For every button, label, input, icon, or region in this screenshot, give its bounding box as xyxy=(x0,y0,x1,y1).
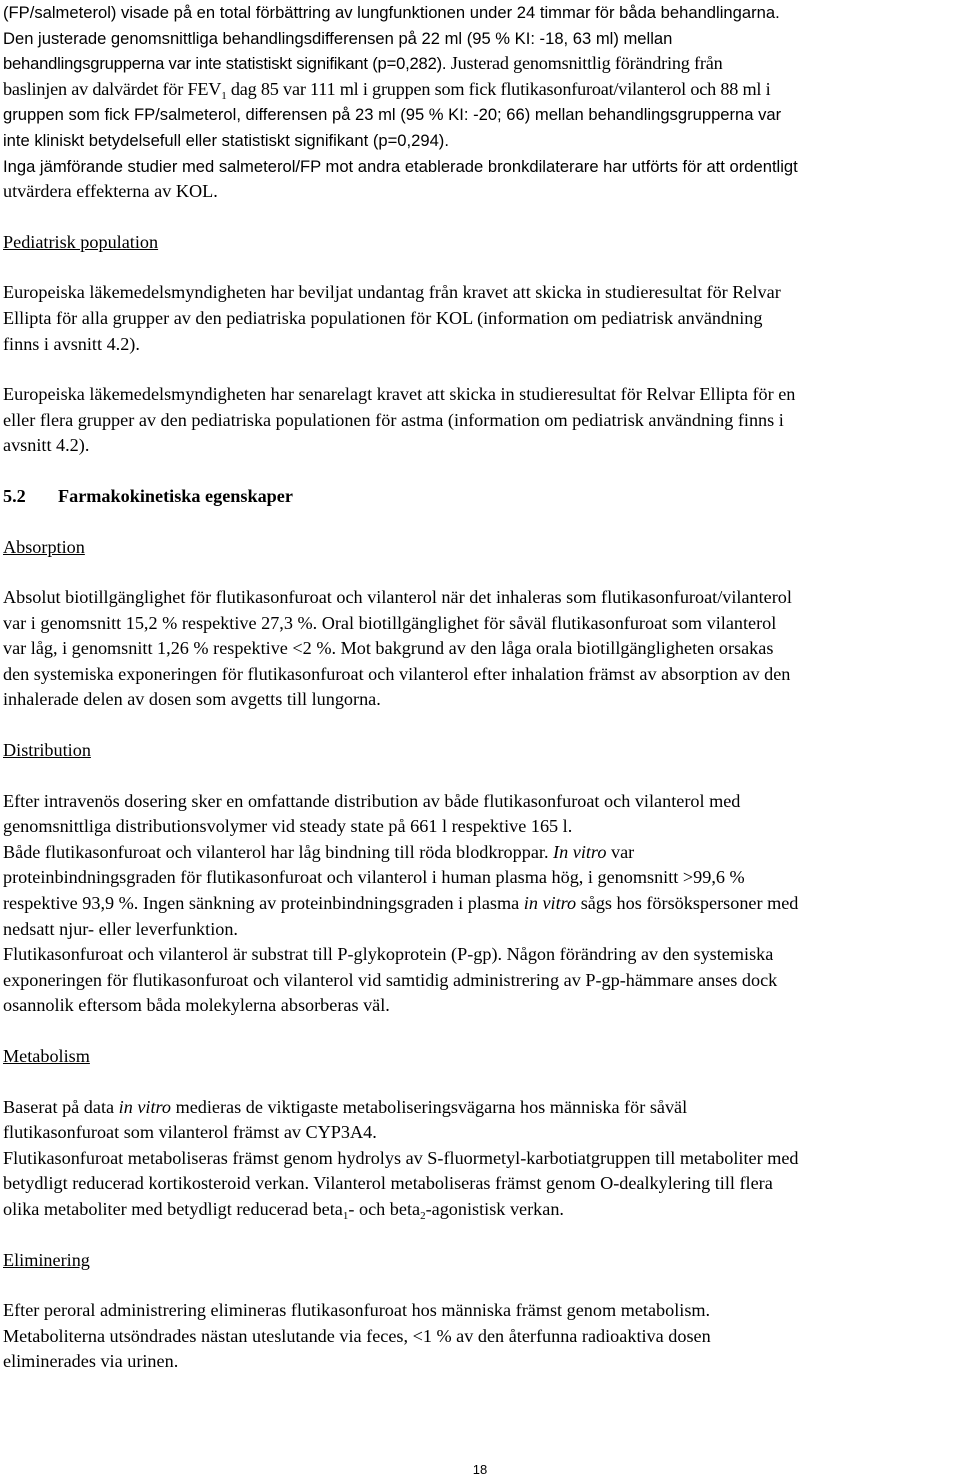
text-line: Europeiska läkemedelsmyndigheten har senarelagt kravet att skicka in studieresultat för Relvar Ellipta för en xyxy=(3,384,796,405)
text-line: var i genomsnitt 15,2 % respektive 27,3 %. Oral biotillgänglighet för såväl flutikasonfuroat som vilanterol xyxy=(3,612,777,633)
intro-paragraph xyxy=(3,0,958,205)
distribution-paragraph xyxy=(3,789,958,1019)
text-line: finns i avsnitt 4.2). xyxy=(3,333,140,354)
text-line: utvärdera effekterna av KOL. xyxy=(3,181,218,202)
text-line: Ellipta för alla grupper av den pediatriska populationen för KOL (information om pediatrisk användning xyxy=(3,307,763,328)
text-line: Flutikasonfuroat metaboliseras främst genom hydrolys av S-fluormetyl-karbotiatgruppen till metaboliter med xyxy=(3,1147,799,1168)
text-line: betydligt reducerad kortikosteroid verkan. Vilanterol metaboliseras främst genom O-dealkylering till flera xyxy=(3,1173,773,1194)
text-line: olika metaboliter med betydligt reducerad beta$_1$- och beta$_2$-agonistisk verkan. xyxy=(3,1198,564,1222)
page-number: 18 xyxy=(472,1462,488,1477)
text-line: var låg, i genomsnitt 1,26 % respektive <2 %. Mot bakgrund av den låga orala biotillgängligheten orsakas xyxy=(3,638,774,659)
absorption-paragraph xyxy=(3,585,958,713)
text-line: Både flutikasonfuroat och vilanterol har låg bindning till röda blodkroppar. In vitro var xyxy=(3,841,635,862)
section-title: Farmakokinetiska egenskaper xyxy=(58,485,293,506)
text-line: flutikasonfuroat som vilanterol främst av CYP3A4. xyxy=(3,1122,377,1143)
pediatric-paragraph-2 xyxy=(3,382,958,459)
text-line: gruppen som fick FP/salmeterol, differensen på 23 ml (95 % KI: -20; 66) mellan behandlingsgrupperna var xyxy=(3,105,782,125)
pediatric-heading: Pediatrisk population xyxy=(3,231,159,252)
text-line: Inga jämförande studier med salmeterol/FP mot andra etablerade bronkdilaterare har utförts för att ordentligt xyxy=(3,156,798,176)
text-line: avsnitt 4.2). xyxy=(3,435,90,456)
text-line: baslinjen av dalvärdet för $FEV_1$ dag 85 var 111 ml i gruppen som fick flutikasonfuroat/vilanterol och 88 ml i xyxy=(3,78,771,102)
metabolism-paragraph xyxy=(3,1095,958,1223)
text-line: Efter peroral administrering elimineras flutikasonfuroat hos människa främst genom metabolism. xyxy=(3,1300,711,1321)
distribution-heading: Distribution xyxy=(3,740,91,761)
text-line: Metaboliterna utsöndrades nästan uteslutande via feces, <1 % av den återfunna radioaktiva dosen xyxy=(3,1325,711,1346)
text-line: Europeiska läkemedelsmyndigheten har beviljat undantag från kravet att skicka in studieresultat för Relvar xyxy=(3,282,781,303)
text-line: eliminerades via urinen. xyxy=(3,1351,179,1372)
section-number: 5.2 xyxy=(3,485,26,506)
text-line: behandlingsgrupperna var inte statistiskt signifikant (p=0,282). Justerad genomsnittlig förändring från xyxy=(3,53,723,74)
text-line: Absolut biotillgänglighet för flutikasonfuroat och vilanterol när det inhaleras som flutikasonfuroat/vilanterol xyxy=(3,587,792,608)
text-line: inhalerade delen av dosen som avgetts till lungorna. xyxy=(3,689,381,710)
elimination-paragraph xyxy=(3,1298,958,1375)
document-page xyxy=(3,0,958,1375)
metabolism-heading: Metabolism xyxy=(3,1046,90,1066)
text-line: Flutikasonfuroat och vilanterol är substrat till P-glykoprotein (P-gp). Någon förändring av den systemiska xyxy=(3,944,774,965)
text-line: Efter intravenös dosering sker en omfattande distribution av både flutikasonfuroat och vilanterol med xyxy=(3,790,741,811)
section-heading xyxy=(3,484,958,510)
text-line: eller flera grupper av den pediatriska populationen för astma (information om pediatrisk användning finns i xyxy=(3,409,784,430)
text-line: osannolik eftersom båda molekylerna absorberas väl. xyxy=(3,995,390,1016)
elimination-heading: Eliminering xyxy=(3,1249,90,1270)
text-line: Baserat på data in vitro medieras de viktigaste metaboliseringsvägarna hos människa för såväl xyxy=(3,1096,688,1117)
text-line: Den justerade genomsnittliga behandlingsdifferensen på 22 ml (95 % KI: -18, 63 ml) mellan xyxy=(3,28,673,48)
text-line: exponeringen för flutikasonfuroat och vilanterol vid samtidig administrering av P-gp-hämmare anses dock xyxy=(3,969,778,990)
text-line: den systemiska exponeringen för flutikasonfuroat och vilanterol efter inhalation främst av absorption av den xyxy=(3,663,791,684)
text-line: proteinbindningsgraden för flutikasonfuroat och vilanterol i human plasma hög, i genomsnitt >99,6 % xyxy=(3,867,745,888)
text-line: (FP/salmeterol) visade på en total förbättring av lungfunktionen under 24 timmar för båda behandlingarna. xyxy=(3,3,780,22)
text-line: inte kliniskt betydelsefull eller statistiskt signifikant (p=0,294). xyxy=(3,130,449,150)
absorption-heading: Absorption xyxy=(3,536,85,557)
text-line: respektive 93,9 %. Ingen sänkning av proteinbindningsgraden i plasma in vitro sågs hos försökspersoner med xyxy=(3,893,799,914)
text-line: nedsatt njur- eller leverfunktion. xyxy=(3,918,238,939)
pediatric-paragraph-1 xyxy=(3,280,958,357)
text-line: genomsnittliga distributionsvolymer vid steady state på 661 l respektive 165 l. xyxy=(3,816,573,837)
